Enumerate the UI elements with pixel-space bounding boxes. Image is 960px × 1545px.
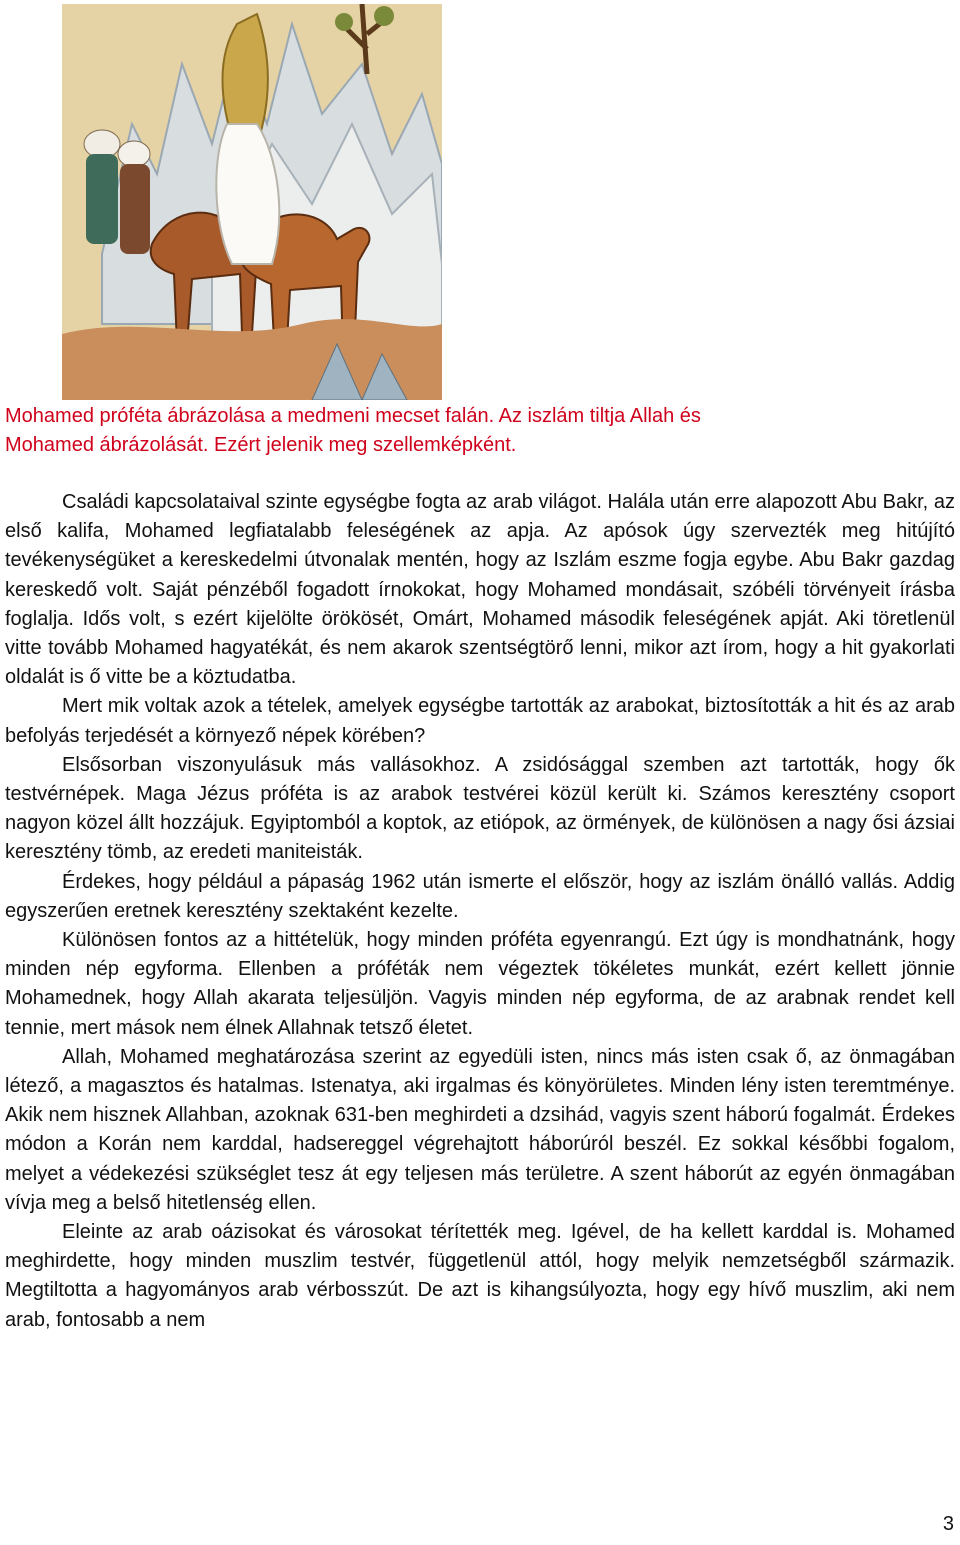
page-number: 3 [942, 1513, 954, 1535]
caption-line: Mohamed próféta ábrázolása a medmeni mecset falán. Az iszlám tiltja Allah és [5, 405, 701, 427]
paragraph: Érdekes, hogy például a pápaság 1962 után ismerte el először, hogy az iszlám önálló vallás. Addig egyszerűen eretnek keresztény szektaként kezelte. [5, 870, 955, 922]
paragraph: Különösen fontos az a hittételük, hogy minden próféta egyenrangú. Ezt úgy is mondhatnánk, hogy minden nép egyforma. Ellenben a próféták nem végeztek tökéletes munkát, ezért kellett jönnie Mohamednek, hogy Allah akarata teljesüljön. Vagyis minden nép egyforma, de az arabnak rendet kell tennie, mert mások nem élnek Allahnak tetsző életet. [5, 929, 955, 1039]
paragraph: Családi kapcsolataival szinte egységbe fogta az arab világot. Halála után erre alapozott Abu Bakr, az első kalifa, Mohamed legfiatalabb feleségének az apja. Az apósok úgy szervezték meg hitújító tevékenységüket a kereskedelmi útvonalak mentén, hogy az Iszlám eszme fogja egybe. Abu Bakr gazdag kereskedő volt. Saját pénzéből fogadott írnokokat, hogy Mohamed mondásait, szóbéli törvényeit írásba foglalja. Idős volt, s ezért kijelölte örökösét, Omárt, Mohamed második feleségének apját. Aki töretlenül vitte tovább Mohamed hagyatékát, és nem akarok szentségtörő lenni, mikor azt írom, hogy a hit gyakorlati oldalát is ő vitte be a köztudatba. [5, 491, 955, 689]
caption-line: Mohamed ábrázolását. Ezért jelenik meg szellemképként. [5, 434, 517, 456]
paragraph: Allah, Mohamed meghatározása szerint az egyedüli isten, nincs más isten csak ő, az önmagában létező, a magasztos és hatalmas. Istenatya, aki irgalmas és könyörületes. Minden lény isten teremtménye. Akik nem hisznek Allahban, azoknak 631-ben meghirdeti a dzsihád, vagyis szent háború fogalmát. Érdekes módon a Korán nem karddal, hadsereggel végrehajtott háborúról beszél. Ez sokkal későbbi fogalom, melyet a védekezési szükséglet tesz át egy teljesen más területre. A szent háborút az egyén önmagában vívja meg a belső hitetlenség ellen. [5, 1045, 955, 1214]
article-body [5, 488, 955, 1335]
paragraph: Mert mik voltak azok a tételek, amelyek egységbe tartották az arabokat, biztosították a hit és az arab befolyás terjedését a környező népek körében? [5, 695, 955, 747]
paragraph: Eleinte az arab oázisokat és városokat térítették meg. Igével, de ha kellett karddal is. Mohamed meghirdette, hogy minden muszlim testvér, függetlenül attól, hogy melyik nemzetségből származik. Megtiltotta a hagyományos arab vérbosszút. De azt is kihangsúlyozta, hogy egy hívő muszlim, aki nem arab, fontosabb a nem [5, 1221, 955, 1331]
figure-caption [5, 402, 955, 460]
miniature-painting-image [62, 4, 442, 400]
paragraph: Elsősorban viszonyulásuk más vallásokhoz. A zsidósággal szemben azt tartották, hogy ők testvérnépek. Maga Jézus próféta is az arabok testvérei közül került ki. Számos keresztény csoport nagyon közel állt hozzájuk. Egyiptomból a koptok, az etiópok, az örmények, de különösen a nagy ősi ázsiai keresztény tömb, az eredeti maniteisták. [5, 753, 955, 864]
miniature-illustration [62, 4, 442, 400]
